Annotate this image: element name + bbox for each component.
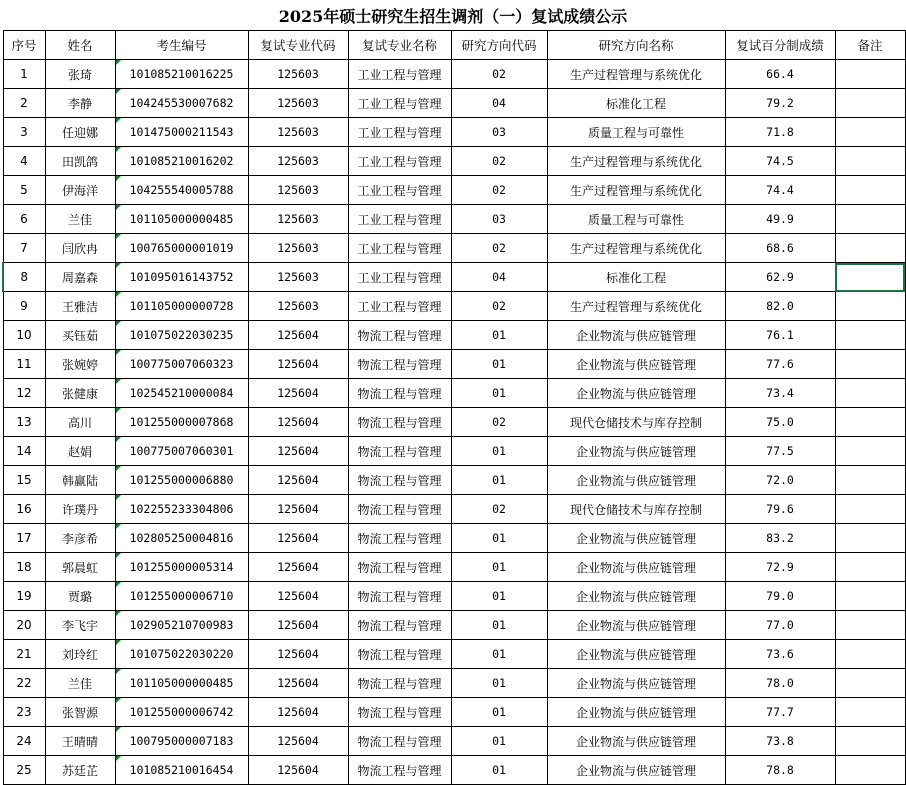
cell-index[interactable]: 10 (3, 321, 45, 350)
cell-direction-name[interactable]: 企业物流与供应链管理 (547, 698, 725, 727)
cell-score[interactable]: 83.2 (725, 524, 835, 553)
cell-major-code[interactable]: 125604 (248, 495, 348, 524)
header-score[interactable]: 复试百分制成绩 (725, 31, 835, 60)
cell-exam-id[interactable]: 104245530007682 (115, 89, 248, 118)
cell-name[interactable]: 贾璐 (45, 582, 115, 611)
cell-exam-id[interactable]: 101085210016454 (115, 756, 248, 785)
cell-exam-id[interactable]: 102905210700983 (115, 611, 248, 640)
cell-remarks[interactable] (835, 727, 905, 756)
cell-major-code[interactable]: 125604 (248, 611, 348, 640)
cell-remarks[interactable] (835, 408, 905, 437)
cell-direction-code[interactable]: 01 (451, 553, 547, 582)
cell-major-name[interactable]: 物流工程与管理 (348, 727, 451, 756)
cell-remarks[interactable] (835, 611, 905, 640)
cell-remarks[interactable] (835, 524, 905, 553)
cell-score[interactable]: 79.2 (725, 89, 835, 118)
cell-direction-name[interactable]: 企业物流与供应链管理 (547, 553, 725, 582)
cell-score[interactable]: 73.8 (725, 727, 835, 756)
cell-major-code[interactable]: 125604 (248, 582, 348, 611)
cell-direction-code[interactable]: 01 (451, 640, 547, 669)
cell-direction-name[interactable]: 企业物流与供应链管理 (547, 466, 725, 495)
cell-name[interactable]: 赵娟 (45, 437, 115, 466)
cell-direction-name[interactable]: 企业物流与供应链管理 (547, 756, 725, 785)
cell-direction-code[interactable]: 04 (451, 263, 547, 292)
cell-direction-code[interactable]: 01 (451, 698, 547, 727)
cell-exam-id[interactable]: 101255000007868 (115, 408, 248, 437)
cell-remarks[interactable] (835, 495, 905, 524)
table-row (3, 118, 905, 147)
cell-major-name[interactable]: 工业工程与管理 (348, 176, 451, 205)
cell-index[interactable]: 24 (3, 727, 45, 756)
cell-exam-id[interactable]: 102545210000084 (115, 379, 248, 408)
cell-remarks[interactable] (835, 437, 905, 466)
cell-exam-id[interactable]: 101255000006710 (115, 582, 248, 611)
cell-direction-name[interactable]: 生产过程管理与系统优化 (547, 176, 725, 205)
cell-major-code[interactable]: 125603 (248, 176, 348, 205)
cell-score[interactable]: 79.0 (725, 582, 835, 611)
cell-score[interactable]: 77.6 (725, 350, 835, 379)
cell-score[interactable]: 66.4 (725, 60, 835, 89)
cell-exam-id[interactable]: 101255000006742 (115, 698, 248, 727)
cell-score[interactable]: 62.9 (725, 263, 835, 292)
cell-name[interactable]: 买钰茹 (45, 321, 115, 350)
cell-remarks[interactable] (835, 292, 905, 321)
cell-major-name[interactable]: 物流工程与管理 (348, 524, 451, 553)
header-major-name[interactable]: 复试专业名称 (348, 31, 451, 60)
cell-direction-name[interactable]: 企业物流与供应链管理 (547, 524, 725, 553)
cell-index[interactable]: 9 (3, 292, 45, 321)
cell-remarks[interactable] (835, 147, 905, 176)
table-row (3, 263, 905, 292)
cell-direction-code[interactable]: 01 (451, 524, 547, 553)
cell-exam-id[interactable]: 102805250004816 (115, 524, 248, 553)
table-row (3, 89, 905, 118)
cell-direction-code[interactable]: 04 (451, 89, 547, 118)
cell-remarks[interactable] (835, 60, 905, 89)
table-body (3, 60, 905, 785)
cell-name[interactable]: 李彦希 (45, 524, 115, 553)
cell-major-name[interactable]: 物流工程与管理 (348, 437, 451, 466)
cell-index[interactable]: 8 (3, 263, 45, 292)
cell-remarks[interactable] (835, 669, 905, 698)
cell-name[interactable]: 周嘉森 (45, 263, 115, 292)
table-row (3, 466, 905, 495)
cell-direction-code[interactable]: 01 (451, 379, 547, 408)
header-remarks[interactable]: 备注 (835, 31, 905, 60)
cell-score[interactable]: 49.9 (725, 205, 835, 234)
cell-score[interactable]: 77.5 (725, 437, 835, 466)
cell-name[interactable]: 张智源 (45, 698, 115, 727)
cell-major-code[interactable]: 125604 (248, 437, 348, 466)
cell-major-name[interactable]: 工业工程与管理 (348, 147, 451, 176)
cell-exam-id[interactable]: 101075022030220 (115, 640, 248, 669)
cell-major-code[interactable]: 125603 (248, 118, 348, 147)
cell-direction-name[interactable]: 生产过程管理与系统优化 (547, 292, 725, 321)
cell-exam-id[interactable]: 102255233304806 (115, 495, 248, 524)
cell-direction-name[interactable]: 标准化工程 (547, 89, 725, 118)
cell-direction-name[interactable]: 企业物流与供应链管理 (547, 640, 725, 669)
cell-remarks[interactable] (835, 756, 905, 785)
cell-index[interactable]: 6 (3, 205, 45, 234)
cell-major-name[interactable]: 工业工程与管理 (348, 234, 451, 263)
cell-index[interactable]: 1 (3, 60, 45, 89)
cell-direction-code[interactable]: 02 (451, 408, 547, 437)
cell-score[interactable]: 78.0 (725, 669, 835, 698)
table-row (3, 234, 905, 263)
cell-exam-id[interactable]: 101475000211543 (115, 118, 248, 147)
cell-exam-id[interactable]: 104255540005788 (115, 176, 248, 205)
cell-index[interactable]: 20 (3, 611, 45, 640)
cell-score[interactable]: 74.4 (725, 176, 835, 205)
cell-name[interactable]: 刘玲红 (45, 640, 115, 669)
cell-major-name[interactable]: 物流工程与管理 (348, 379, 451, 408)
cell-name[interactable]: 韩赢陆 (45, 466, 115, 495)
sheet-title[interactable]: 2025年硕士研究生招生调剂（一）复试成绩公示 (278, 6, 628, 26)
cell-major-code[interactable]: 125603 (248, 89, 348, 118)
table-row (3, 437, 905, 466)
cell-major-code[interactable]: 125604 (248, 553, 348, 582)
cell-name[interactable]: 李静 (45, 89, 115, 118)
cell-index[interactable]: 11 (3, 350, 45, 379)
header-major-code[interactable]: 复试专业代码 (248, 31, 348, 60)
cell-remarks[interactable] (835, 640, 905, 669)
cell-index[interactable]: 12 (3, 379, 45, 408)
cell-major-code[interactable]: 125604 (248, 727, 348, 756)
cell-remarks[interactable] (835, 582, 905, 611)
cell-score[interactable]: 75.0 (725, 408, 835, 437)
cell-major-name[interactable]: 物流工程与管理 (348, 495, 451, 524)
table-row (3, 408, 905, 437)
cell-major-code[interactable]: 125604 (248, 321, 348, 350)
cell-index[interactable]: 7 (3, 234, 45, 263)
cell-remarks[interactable] (835, 553, 905, 582)
cell-major-name[interactable]: 物流工程与管理 (348, 669, 451, 698)
cell-direction-name[interactable]: 企业物流与供应链管理 (547, 582, 725, 611)
cell-major-name[interactable]: 物流工程与管理 (348, 640, 451, 669)
table-row (3, 205, 905, 234)
cell-remarks[interactable] (835, 263, 905, 292)
cell-exam-id[interactable]: 101095016143752 (115, 263, 248, 292)
cell-score[interactable]: 68.6 (725, 234, 835, 263)
cell-major-name[interactable]: 工业工程与管理 (348, 205, 451, 234)
cell-direction-name[interactable]: 生产过程管理与系统优化 (547, 60, 725, 89)
header-exam-id[interactable]: 考生编号 (115, 31, 248, 60)
cell-direction-code[interactable]: 01 (451, 756, 547, 785)
cell-direction-code[interactable]: 02 (451, 60, 547, 89)
cell-remarks[interactable] (835, 466, 905, 495)
cell-index[interactable]: 2 (3, 89, 45, 118)
cell-name[interactable]: 李飞宇 (45, 611, 115, 640)
cell-major-code[interactable]: 125603 (248, 205, 348, 234)
cell-score[interactable]: 79.6 (725, 495, 835, 524)
cell-remarks[interactable] (835, 234, 905, 263)
cell-name[interactable]: 王雅洁 (45, 292, 115, 321)
cell-direction-code[interactable]: 01 (451, 582, 547, 611)
cell-score[interactable]: 77.7 (725, 698, 835, 727)
cell-name[interactable]: 兰佳 (45, 205, 115, 234)
cell-exam-id[interactable]: 100765000001019 (115, 234, 248, 263)
cell-major-code[interactable]: 125604 (248, 640, 348, 669)
cell-name[interactable]: 苏廷芷 (45, 756, 115, 785)
cell-name[interactable]: 任迎娜 (45, 118, 115, 147)
cell-index[interactable]: 19 (3, 582, 45, 611)
cell-exam-id[interactable]: 101075022030235 (115, 321, 248, 350)
cell-score[interactable]: 78.8 (725, 756, 835, 785)
cell-index[interactable]: 14 (3, 437, 45, 466)
cell-score[interactable]: 73.6 (725, 640, 835, 669)
cell-index[interactable]: 23 (3, 698, 45, 727)
cell-major-name[interactable]: 物流工程与管理 (348, 756, 451, 785)
cell-index[interactable]: 21 (3, 640, 45, 669)
cell-score[interactable]: 76.1 (725, 321, 835, 350)
cell-direction-name[interactable]: 企业物流与供应链管理 (547, 321, 725, 350)
cell-direction-code[interactable]: 01 (451, 350, 547, 379)
table-row (3, 350, 905, 379)
header-row (3, 31, 905, 60)
cell-direction-name[interactable]: 企业物流与供应链管理 (547, 611, 725, 640)
header-direction-name[interactable]: 研究方向名称 (547, 31, 725, 60)
cell-direction-name[interactable]: 现代仓储技术与库存控制 (547, 408, 725, 437)
cell-index[interactable]: 22 (3, 669, 45, 698)
cell-major-name[interactable]: 工业工程与管理 (348, 89, 451, 118)
cell-direction-code[interactable]: 02 (451, 495, 547, 524)
cell-exam-id[interactable]: 100795000007183 (115, 727, 248, 756)
cell-score[interactable]: 73.4 (725, 379, 835, 408)
cell-direction-code[interactable]: 01 (451, 669, 547, 698)
cell-major-code[interactable]: 125603 (248, 263, 348, 292)
table-row (3, 640, 905, 669)
cell-major-name[interactable]: 物流工程与管理 (348, 321, 451, 350)
cell-major-code[interactable]: 125604 (248, 408, 348, 437)
cell-index[interactable]: 15 (3, 466, 45, 495)
cell-name[interactable]: 许璞丹 (45, 495, 115, 524)
cell-exam-id[interactable]: 101105000000728 (115, 292, 248, 321)
cell-major-name[interactable]: 物流工程与管理 (348, 582, 451, 611)
cell-name[interactable]: 兰佳 (45, 669, 115, 698)
table-row (3, 553, 905, 582)
cell-remarks[interactable] (835, 205, 905, 234)
table-row (3, 495, 905, 524)
cell-major-code[interactable]: 125603 (248, 292, 348, 321)
table-row (3, 176, 905, 205)
cell-remarks[interactable] (835, 379, 905, 408)
cell-name[interactable]: 张琦 (45, 60, 115, 89)
cell-direction-name[interactable]: 企业物流与供应链管理 (547, 350, 725, 379)
cell-name[interactable]: 郭晨虹 (45, 553, 115, 582)
cell-name[interactable]: 闫欣冉 (45, 234, 115, 263)
cell-exam-id[interactable]: 100775007060323 (115, 350, 248, 379)
cell-major-name[interactable]: 工业工程与管理 (348, 118, 451, 147)
cell-major-name[interactable]: 物流工程与管理 (348, 698, 451, 727)
cell-major-name[interactable]: 工业工程与管理 (348, 292, 451, 321)
table-row (3, 698, 905, 727)
cell-exam-id[interactable]: 101105000000485 (115, 669, 248, 698)
cell-direction-name[interactable]: 企业物流与供应链管理 (547, 669, 725, 698)
cell-major-name[interactable]: 物流工程与管理 (348, 408, 451, 437)
header-direction-code[interactable]: 研究方向代码 (451, 31, 547, 60)
cell-major-code[interactable]: 125604 (248, 466, 348, 495)
cell-direction-name[interactable]: 企业物流与供应链管理 (547, 379, 725, 408)
cell-major-name[interactable]: 工业工程与管理 (348, 60, 451, 89)
table-row (3, 379, 905, 408)
cell-name[interactable]: 伊海洋 (45, 176, 115, 205)
cell-name[interactable]: 张健康 (45, 379, 115, 408)
cell-remarks[interactable] (835, 321, 905, 350)
cell-major-code[interactable]: 125603 (248, 60, 348, 89)
cell-name[interactable]: 田凯鸽 (45, 147, 115, 176)
cell-exam-id[interactable]: 101085210016225 (115, 60, 248, 89)
cell-name[interactable]: 张婉婷 (45, 350, 115, 379)
cell-major-code[interactable]: 125604 (248, 524, 348, 553)
header-index[interactable]: 序号 (3, 31, 45, 60)
cell-direction-code[interactable]: 01 (451, 727, 547, 756)
cell-score[interactable]: 72.9 (725, 553, 835, 582)
cell-direction-code[interactable]: 03 (451, 205, 547, 234)
cell-name[interactable]: 王晴晴 (45, 727, 115, 756)
cell-index[interactable]: 16 (3, 495, 45, 524)
cell-major-code[interactable]: 125603 (248, 147, 348, 176)
cell-score[interactable]: 72.0 (725, 466, 835, 495)
cell-index[interactable]: 4 (3, 147, 45, 176)
cell-direction-name[interactable]: 生产过程管理与系统优化 (547, 234, 725, 263)
table-row (3, 292, 905, 321)
cell-index[interactable]: 13 (3, 408, 45, 437)
cell-major-code[interactable]: 125603 (248, 234, 348, 263)
header-name[interactable]: 姓名 (45, 31, 115, 60)
cell-direction-name[interactable]: 现代仓储技术与库存控制 (547, 495, 725, 524)
cell-major-code[interactable]: 125604 (248, 350, 348, 379)
cell-direction-code[interactable]: 01 (451, 321, 547, 350)
cell-major-code[interactable]: 125604 (248, 669, 348, 698)
table-row (3, 524, 905, 553)
cell-direction-code[interactable]: 01 (451, 466, 547, 495)
cell-exam-id[interactable]: 100775007060301 (115, 437, 248, 466)
table-row (3, 611, 905, 640)
cell-direction-name[interactable]: 企业物流与供应链管理 (547, 437, 725, 466)
cell-exam-id[interactable]: 101085210016202 (115, 147, 248, 176)
cell-direction-code[interactable]: 02 (451, 147, 547, 176)
cell-score[interactable]: 71.8 (725, 118, 835, 147)
table-row (3, 321, 905, 350)
cell-index[interactable]: 18 (3, 553, 45, 582)
table-row (3, 669, 905, 698)
cell-direction-name[interactable]: 标准化工程 (547, 263, 725, 292)
cell-major-code[interactable]: 125604 (248, 698, 348, 727)
cell-direction-code[interactable]: 02 (451, 292, 547, 321)
cell-score[interactable]: 82.0 (725, 292, 835, 321)
cell-exam-id[interactable]: 101105000000485 (115, 205, 248, 234)
cell-exam-id[interactable]: 101255000005314 (115, 553, 248, 582)
table-row (3, 582, 905, 611)
cell-remarks[interactable] (835, 350, 905, 379)
cell-direction-code[interactable]: 01 (451, 611, 547, 640)
cell-major-name[interactable]: 物流工程与管理 (348, 350, 451, 379)
cell-direction-name[interactable]: 质量工程与可靠性 (547, 205, 725, 234)
table-row (3, 60, 905, 89)
table-row (3, 756, 905, 785)
cell-exam-id[interactable]: 101255000006880 (115, 466, 248, 495)
cell-direction-name[interactable]: 质量工程与可靠性 (547, 118, 725, 147)
cell-direction-code[interactable]: 02 (451, 176, 547, 205)
results-table (2, 30, 906, 785)
cell-direction-name[interactable]: 企业物流与供应链管理 (547, 727, 725, 756)
cell-direction-name[interactable]: 生产过程管理与系统优化 (547, 147, 725, 176)
cell-major-name[interactable]: 物流工程与管理 (348, 553, 451, 582)
cell-index[interactable]: 25 (3, 756, 45, 785)
cell-major-name[interactable]: 工业工程与管理 (348, 263, 451, 292)
cell-remarks[interactable] (835, 89, 905, 118)
cell-remarks[interactable] (835, 176, 905, 205)
cell-index[interactable]: 5 (3, 176, 45, 205)
cell-major-code[interactable]: 125604 (248, 756, 348, 785)
cell-index[interactable]: 17 (3, 524, 45, 553)
cell-major-code[interactable]: 125604 (248, 379, 348, 408)
cell-score[interactable]: 74.5 (725, 147, 835, 176)
cell-name[interactable]: 高川 (45, 408, 115, 437)
cell-score[interactable]: 77.0 (725, 611, 835, 640)
table-row (3, 147, 905, 176)
cell-index[interactable]: 3 (3, 118, 45, 147)
cell-direction-code[interactable]: 02 (451, 234, 547, 263)
table-row (3, 727, 905, 756)
cell-direction-code[interactable]: 01 (451, 437, 547, 466)
cell-major-name[interactable]: 物流工程与管理 (348, 466, 451, 495)
cell-major-name[interactable]: 物流工程与管理 (348, 611, 451, 640)
cell-direction-code[interactable]: 03 (451, 118, 547, 147)
cell-remarks[interactable] (835, 698, 905, 727)
cell-remarks[interactable] (835, 118, 905, 147)
